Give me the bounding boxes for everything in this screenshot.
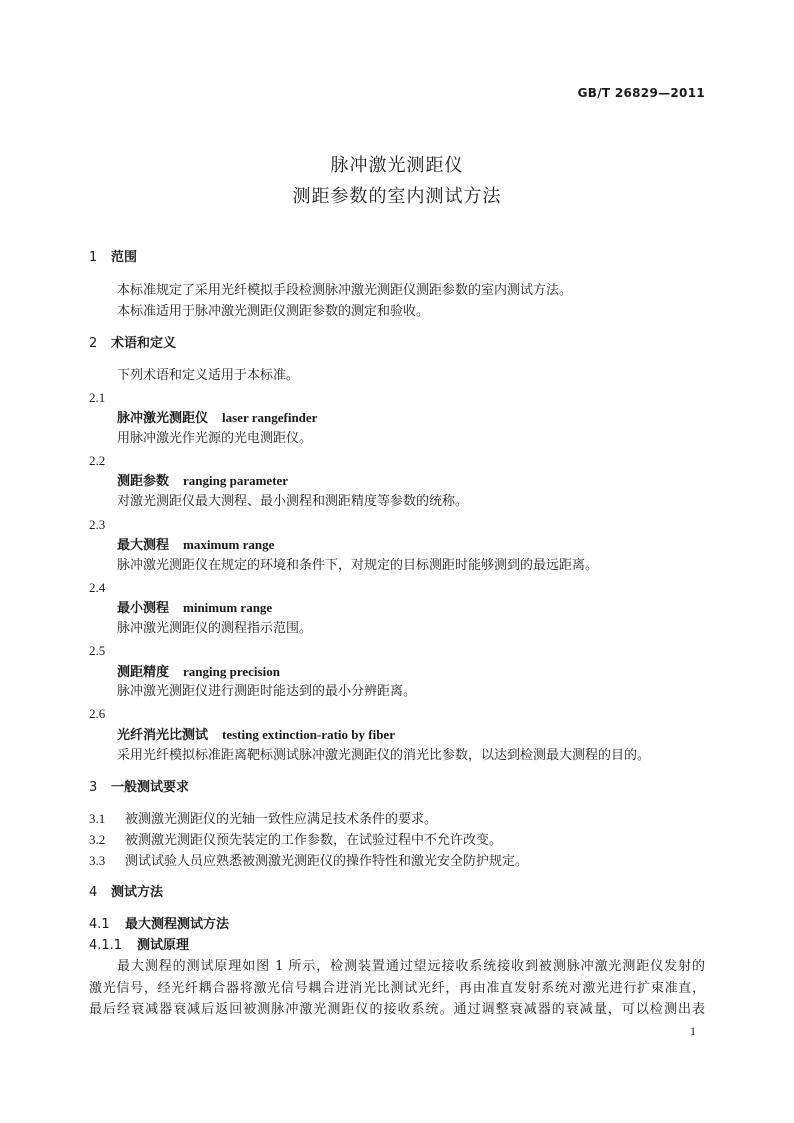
page-number: 1 <box>690 1024 696 1038</box>
term-heading: 脉冲激光测距仪 laser rangefinder <box>117 410 318 426</box>
term-heading: 光纤消光比测试 testing extinction-ratio by fiber <box>117 727 395 743</box>
term-heading: 测距精度 ranging precision <box>117 664 280 680</box>
term-definition: 采用光纤模拟标准距离靶标测试脉冲激光测距仪的消光比参数，以达到检测最大测程的目的。 <box>117 748 651 763</box>
term-definition: 脉冲激光测距仪在规定的环境和条件下，对规定的目标测距时能够测到的最远距离。 <box>117 558 599 573</box>
section-1-heading: 1 范围 <box>89 250 138 265</box>
section-2-intro: 下列术语和定义适用于本标准。 <box>117 368 300 383</box>
term-definition: 脉冲激光测距仪进行测距时能达到的最小分辨距离。 <box>117 684 417 699</box>
term-definition: 对激光测距仪最大测程、最小测程和测距精度等参数的统称。 <box>117 494 469 509</box>
title-line-2: 测距参数的室内测试方法 <box>292 186 502 207</box>
term-heading: 最大测程 maximum range <box>117 537 275 553</box>
list-item: 3.1 被测激光测距仪的光轴一致性应满足技术条件的要求。 <box>89 811 438 827</box>
subsection-4-1-heading: 4.1 最大测程测试方法 <box>89 917 230 932</box>
body-line: 最后经衰减器衰减后返回被测脉冲激光测距仪的接收系统。通过调整衰减器的衰减量，可以检测出表 <box>89 1002 705 1017</box>
subsection-4-1-1-heading: 4.1.1 测试原理 <box>89 938 190 953</box>
list-item: 3.2 被测激光测距仪预先装定的工作参数，在试验过程中不允许改变。 <box>89 832 503 848</box>
title-line-1: 脉冲激光测距仪 <box>330 155 464 176</box>
section-1-paragraph-2: 本标准适用于脉冲激光测距仪测距参数的测定和验收。 <box>117 304 430 319</box>
term-number: 2.3 <box>89 517 106 532</box>
term-definition: 用脉冲激光作光源的光电测距仪。 <box>117 431 313 446</box>
term-heading: 最小测程 minimum range <box>117 600 273 616</box>
section-2-heading: 2 术语和定义 <box>89 336 177 351</box>
section-4-heading: 4 测试方法 <box>89 885 164 900</box>
term-number: 2.1 <box>89 390 106 405</box>
body-line: 激光信号，经光纤耦合器将激光信号耦合进消光比测试光纤，再由准直发射系统对激光进行扩束准直， <box>89 981 705 996</box>
term-number: 2.2 <box>89 453 106 468</box>
term-heading: 测距参数 ranging parameter <box>117 473 289 489</box>
term-number: 2.6 <box>89 706 106 721</box>
section-3-heading: 3 一般测试要求 <box>89 780 190 795</box>
term-number: 2.5 <box>89 643 106 658</box>
standard-code: GB/T 26829—2011 <box>577 86 705 100</box>
term-number: 2.4 <box>89 580 106 595</box>
section-1-paragraph-1: 本标准规定了采用光纤模拟手段检测脉冲激光测距仪测距参数的室内测试方法。 <box>117 283 573 298</box>
term-definition: 脉冲激光测距仪的测程指示范围。 <box>117 621 313 636</box>
list-item: 3.3 测试试验人员应熟悉被测激光测距仪的操作特性和激光安全防护规定。 <box>89 853 529 869</box>
body-line: 最大测程的测试原理如图 1 所示，检测装置通过望远接收系统接收到被测脉冲激光测距仪发射的 <box>117 959 705 974</box>
